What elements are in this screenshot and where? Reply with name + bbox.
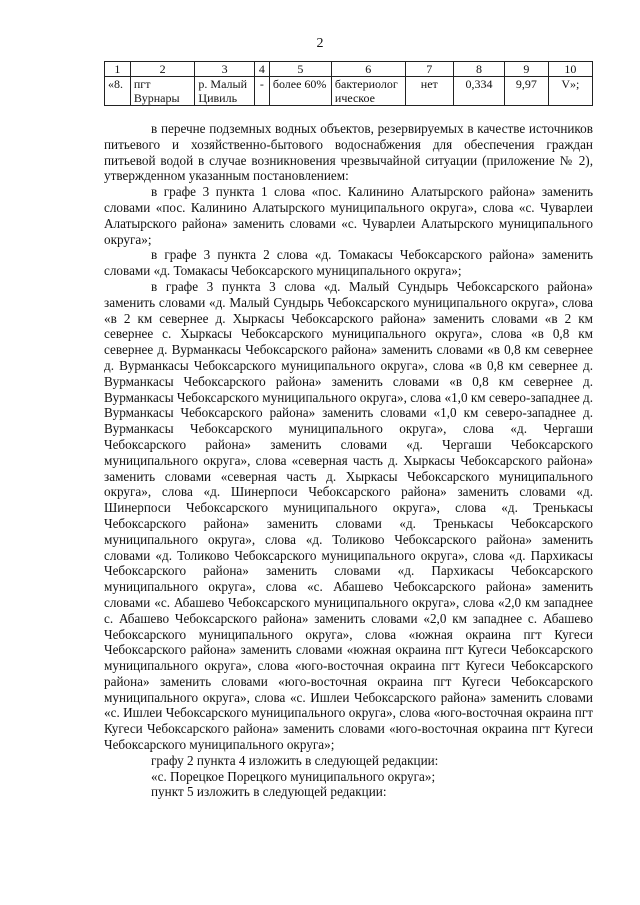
- table-header-row: [105, 62, 593, 77]
- paragraph: в графе 3 пункта 2 слова «д. Томакасы Чебоксарского района» заменить словами «д. Томакасы Чебоксарского муниципального округа»;: [104, 247, 593, 279]
- table-header-cell: 2: [130, 62, 195, 77]
- table-cell: «8.: [105, 77, 131, 106]
- table-cell: 0,334: [453, 77, 504, 106]
- table-header-cell: 5: [269, 62, 331, 77]
- page-number: 2: [316, 36, 324, 51]
- table-cell: более 60%: [269, 77, 331, 106]
- table-cell: бактериологическое: [331, 77, 405, 106]
- table-row: [105, 77, 593, 106]
- table-cell: -: [254, 77, 269, 106]
- document-body: [104, 121, 593, 800]
- table-header-cell: 4: [254, 62, 269, 77]
- table-header-cell: 9: [505, 62, 548, 77]
- table-cell: 9,97: [505, 77, 548, 106]
- table-header-cell: 7: [405, 62, 453, 77]
- paragraph: «с. Порецкое Порецкого муниципального округа»;: [151, 768, 436, 784]
- table-cell: пгт Вурнары: [130, 77, 195, 106]
- table-header-cell: 3: [195, 62, 255, 77]
- table-cell: нет: [405, 77, 453, 106]
- table-cell: V»;: [548, 77, 592, 106]
- table-header-cell: 1: [105, 62, 131, 77]
- paragraph: пункт 5 изложить в следующей редакции:: [151, 784, 387, 800]
- paragraph: в перечне подземных водных объектов, резервируемых в качестве источников питьевого и хозяйственно-бытового водоснабжения для обеспечения граждан питьевой водой в случае возникновения чрезвычайной ситуации (приложение № 2), утвержденном указанным постановлением:: [104, 121, 593, 184]
- table-header-cell: 6: [331, 62, 405, 77]
- paragraph: графу 2 пункта 4 изложить в следующей редакции:: [151, 752, 439, 768]
- table-header-cell: 10: [548, 62, 592, 77]
- table-cell: р. Малый Цивиль: [195, 77, 255, 106]
- paragraph: в графе 3 пункта 1 слова «пос. Калинино Алатырского района» заменить словами «пос. Калинино Алатырского муниципального округа», слова «с. Чуварлеи Алатырского района» заменить словами «с. Чуварлеи Алатырского муниципального округа»;: [104, 184, 593, 247]
- paragraph: в графе 3 пункта 3 слова «д. Малый Сундырь Чебоксарского района» заменить словами «д. Малый Сундырь Чебоксарского муниципального округа», слова «в 2 км севернее д. Хыркасы Чебоксарского района» заменить словами «в 2 км севернее с. Хыркасы Чебоксарского муниципального округа», слова «в 0,8 км севернее д. Вурманкасы Чебоксарского района» заменить словами «в 0,8 км севернее д. Вурманкасы Чебоксарского муниципального округа», слова «в 0,8 км севернее д. Вурманкасы Чебоксарского района» заменить словами «в 0,8 км севернее д. Вурманкасы Чебоксарского муниципального округа», слова «1,0 км северо-западнее д. Вурманкасы Чебоксарского района» заменить словами «1,0 км северо-западнее д. Вурманкасы Чебоксарского муниципального округа», слова «д. Чергаши Чебоксарского района» заменить словами «д. Чергаши Чебоксарского муниципального округа», слова «северная часть д. Хыркасы Чебоксарского района» заменить словами «северная часть д. Хыркасы Чебоксарского муниципального округа», слова «д. Шинерпоси Чебоксарского района» заменить словами «д. Шинерпоси Чебоксарского муниципального округа», слова «д. Тренькасы Чебоксарского района» заменить словами «д. Тренькасы Чебоксарского муниципального округа», слова «д. Толиково Чебоксарского района» заменить словами «д. Толиково Чебоксарского муниципального округа», слова «д. Пархикасы Чебоксарского района» заменить словами «д. Пархикасы Чебоксарского муниципального округа», слова «с. Абашево Чебоксарского района» заменить словами «с. Абашево Чебоксарского муниципального округа», слова «2,0 км западнее с. Абашево Чебоксарского района» заменить словами «2,0 км западнее с. Абашево Чебоксарского муниципального округа», слова «южная окраина пгт Кугеси Чебоксарского района» заменить словами «южная окраина пгт Кугеси Чебоксарского муниципального округа», слова «юго-восточная окраина пгт Кугеси Чебоксарского района» заменить словами «юго-восточная окраина пгт Кугеси Чебоксарского муниципального округа», слова «с. Ишлеи Чебоксарского района» заменить словами «с. Ишлеи Чебоксарского муниципального округа», слова «юго-восточная окраина пгт Кугеси Чебоксарского района» заменить словами «юго-восточная окраина пгт Кугеси Чебоксарского муниципального округа»;: [104, 278, 593, 753]
- table-header-cell: 8: [453, 62, 504, 77]
- data-table: [104, 61, 593, 106]
